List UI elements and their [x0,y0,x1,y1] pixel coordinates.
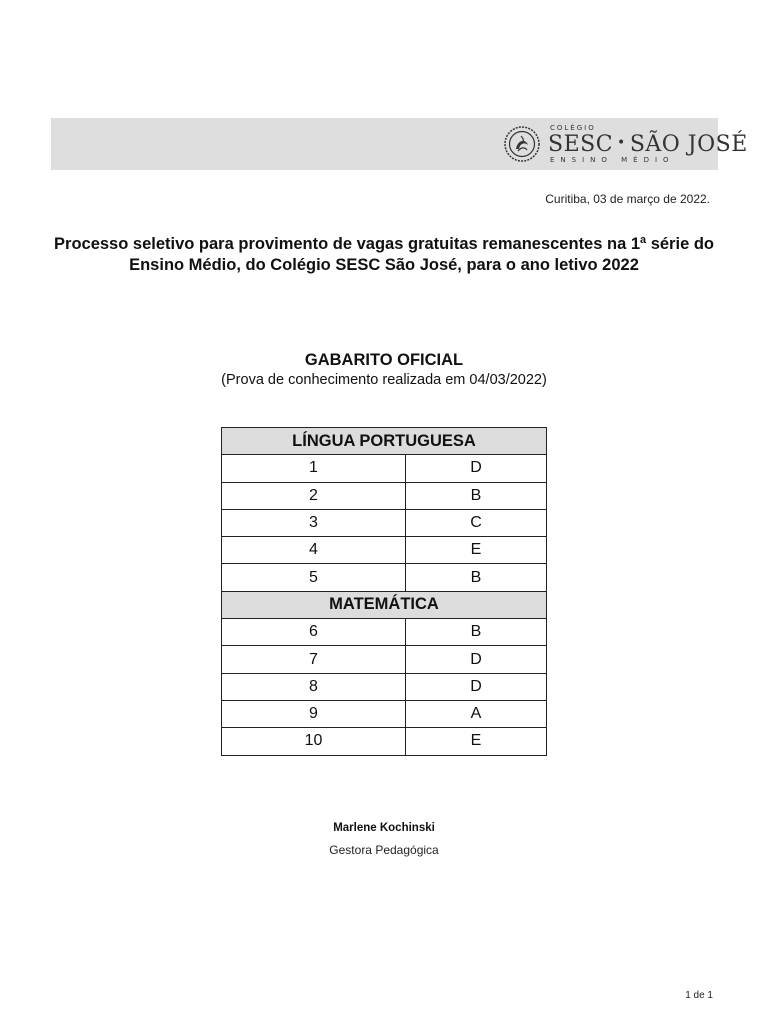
answer-letter: E [406,537,547,564]
question-number: 1 [222,455,406,482]
page-number: 1 de 1 [685,990,713,1001]
document-title: Processo seletivo para provimento de vagas gratuitas remanescentes na 1ª série do Ensino Médio, do Colégio SESC São José, para o ano letivo 2022 [54,235,714,274]
question-number: 2 [222,482,406,509]
answer-letter: D [406,455,547,482]
question-number: 4 [222,537,406,564]
question-number: 8 [222,673,406,700]
question-number: 7 [222,646,406,673]
question-number: 5 [222,564,406,591]
answer-letter: B [406,482,547,509]
table-row [222,619,547,646]
logo-main-text: SESC • SÃO JOSÉ [548,132,748,157]
gabarito-subheading: (Prova de conhecimento realizada em 04/03/2022) [221,372,547,388]
table-row [222,700,547,727]
table-row [222,455,547,482]
table-row [222,537,547,564]
logo-bottom-text: ENSINO MÉDIO [550,156,675,164]
question-number: 9 [222,700,406,727]
question-number: 6 [222,619,406,646]
table-row [222,564,547,591]
table-row [222,728,547,755]
logo-emblem-icon [503,125,541,163]
signer-role: Gestora Pedagógica [329,843,439,857]
answer-key-table [221,427,547,756]
logo-top-text: COLÉGIO [550,124,596,132]
table-row [222,646,547,673]
answer-letter: D [406,646,547,673]
answer-letter: A [406,700,547,727]
table-row [222,482,547,509]
answer-letter: C [406,509,547,536]
school-logo [503,123,748,167]
answer-letter: E [406,728,547,755]
section-header-row [222,591,547,618]
table-row [222,673,547,700]
question-number: 10 [222,728,406,755]
answer-letter: B [406,564,547,591]
answer-letter: B [406,619,547,646]
section-header-row [222,428,547,455]
signer-name: Marlene Kochinski [333,822,435,834]
section-header: LÍNGUA PORTUGUESA [222,428,547,455]
gabarito-heading: GABARITO OFICIAL [304,351,464,369]
table-row [222,509,547,536]
document-date: Curitiba, 03 de março de 2022. [545,192,710,206]
question-number: 3 [222,509,406,536]
header-band [51,118,748,170]
section-header: MATEMÁTICA [222,591,547,618]
answer-letter: D [406,673,547,700]
